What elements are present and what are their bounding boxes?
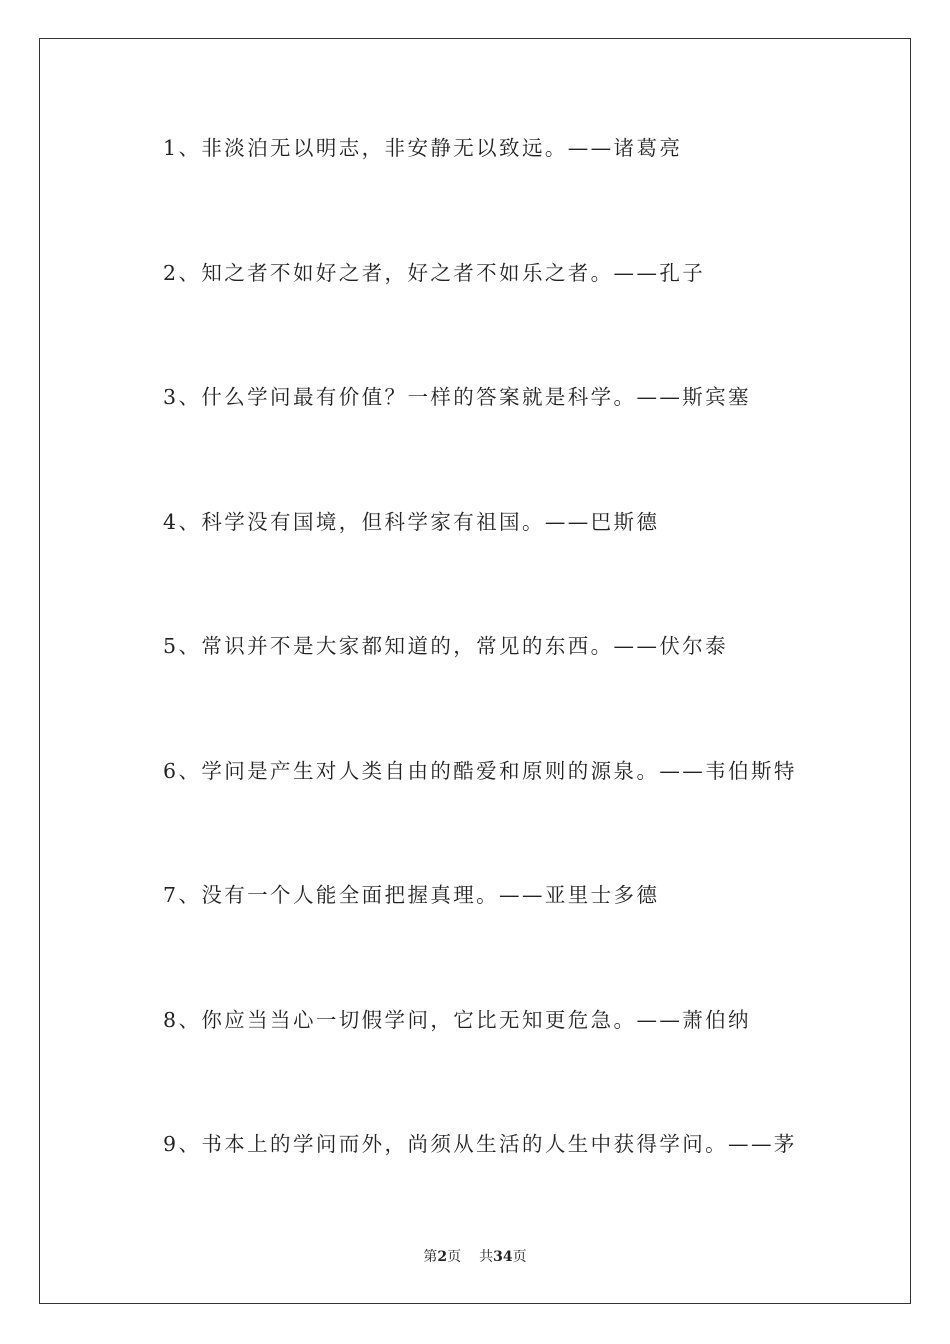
- total-page-count: 34: [493, 1249, 513, 1265]
- quote-item: 8、你应当当心一切假学问，它比无知更危急。——萧伯纳: [163, 1007, 751, 1032]
- quote-list: [163, 132, 863, 1253]
- total-suffix: 页: [512, 1249, 527, 1265]
- quote-item: 9、书本上的学问而外，尚须从生活的人生中获得学问。——茅: [163, 1132, 797, 1156]
- total-pages-label: [479, 1249, 526, 1265]
- page-footer: [0, 1247, 950, 1267]
- quote-item: 7、没有一个人能全面把握真理。——亚里士多德: [163, 883, 660, 907]
- page-prefix: 第: [423, 1249, 438, 1265]
- quote-item: 6、学问是产生对人类自由的酷爱和原则的源泉。——韦伯斯特: [163, 758, 797, 783]
- current-page-number: 2: [437, 1249, 448, 1265]
- total-prefix: 共: [479, 1249, 494, 1265]
- quote-item: 2、知之者不如好之者，好之者不如乐之者。——孔子: [163, 260, 706, 285]
- quote-item: 3、什么学问最有价值？一样的答案就是科学。——斯宾塞: [163, 385, 751, 409]
- page-number-label: [423, 1249, 461, 1265]
- page-suffix: 页: [447, 1249, 462, 1265]
- quote-item: 5、常识并不是大家都知道的，常见的东西。——伏尔泰: [163, 634, 729, 658]
- quote-item: 1、非淡泊无以明志，非安静无以致远。——诸葛亮: [163, 136, 683, 160]
- quote-item: 4、科学没有国境，但科学家有祖国。——巴斯德: [163, 509, 660, 534]
